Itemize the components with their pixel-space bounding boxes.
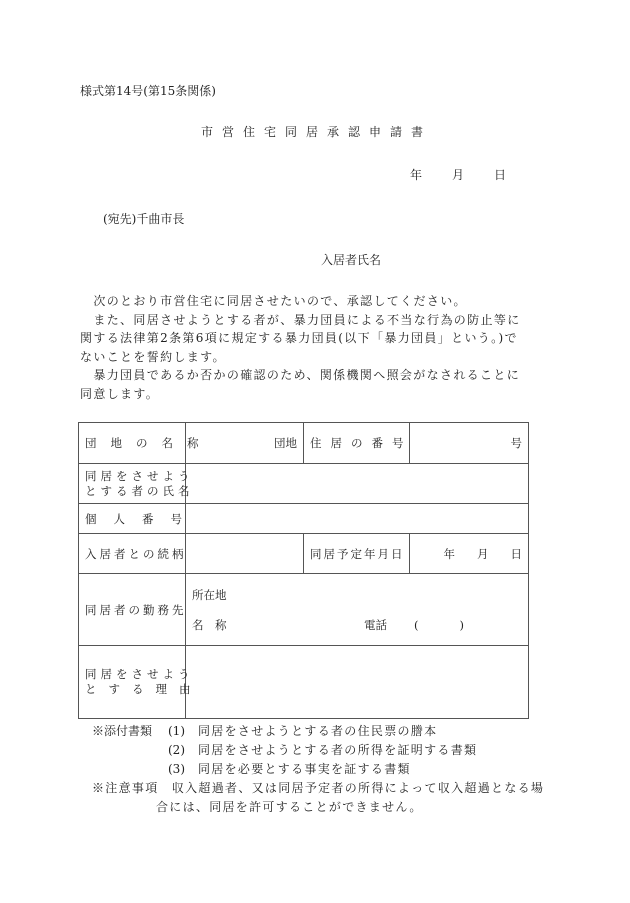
planned-date-field[interactable] — [410, 534, 529, 574]
planned-month: 月 — [477, 546, 489, 561]
estate-name-label: 団地の名称 — [79, 423, 186, 464]
estate-suffix: 団地 — [274, 436, 297, 450]
unit-suffix: 号 — [510, 436, 522, 450]
document-title: 市営住宅同居承認申請書 — [201, 125, 433, 139]
unit-number-field[interactable] — [410, 423, 529, 464]
workplace-address-label: 所在地 — [192, 587, 227, 602]
date-month: 月 — [452, 168, 465, 182]
row-personal-number — [79, 504, 529, 534]
workplace-phone-label: 電話 — [364, 617, 387, 632]
attachment-text: 同居をさせようとする者の住民票の謄本 — [198, 724, 438, 738]
row-reason — [79, 646, 529, 719]
caution-note — [92, 779, 544, 817]
attachment-number: (2) — [168, 743, 185, 757]
relationship-field[interactable] — [186, 534, 304, 574]
attachment-number: (1) — [168, 724, 185, 738]
planned-day: 日 — [510, 546, 522, 561]
row-relationship — [79, 534, 529, 574]
workplace-label: 同居者の勤務先 — [79, 574, 186, 646]
application-table — [78, 422, 529, 719]
planned-year: 年 — [443, 546, 455, 561]
workplace-phone-parens: ( ) — [414, 617, 470, 632]
row-estate — [79, 423, 529, 464]
cohabitant-name-label-line1: 同居をさせよう — [85, 468, 194, 483]
paragraph-oath: また、同居させようとする者が、暴力団員による不当な行為の防止等に関する法律第2条第6項に規定する暴力団員(以下「暴力団員」という。)でないことを誓約します。 — [80, 312, 521, 364]
row-cohabitant-name — [79, 464, 529, 504]
personal-number-field[interactable] — [186, 504, 529, 534]
workplace-field[interactable] — [186, 574, 529, 646]
paragraph-request: 次のとおり市営住宅に同居させたいので、承認してください。 — [80, 294, 467, 308]
cohabitant-name-field[interactable] — [186, 464, 529, 504]
workplace-name-line — [192, 610, 522, 640]
caution-line1 — [92, 779, 544, 798]
declaration-text — [80, 292, 530, 403]
workplace-name-label: 名 称 — [192, 617, 227, 632]
addressee: (宛先)千曲市長 — [103, 212, 185, 226]
reason-label-line1: 同居をさせよう — [85, 667, 194, 681]
date-line — [410, 166, 506, 183]
reason-label — [79, 646, 203, 719]
date-day: 日 — [494, 168, 507, 182]
cohabitant-name-label-line2: とする者の氏名 — [85, 483, 194, 498]
applicant-name-label: 入居者氏名 — [321, 253, 382, 267]
attachment-item — [92, 741, 477, 760]
attachments-label: ※添付書類 — [92, 724, 153, 738]
attachments — [92, 722, 477, 779]
reason-field[interactable] — [186, 646, 529, 719]
attachment-item — [92, 760, 477, 779]
paragraph-consent: 暴力団員であるか否かの確認のため、関係機関へ照会がなされることに同意します。 — [80, 368, 521, 401]
attachment-item — [92, 722, 477, 741]
form-number: 様式第14号(第15条関係) — [80, 84, 216, 98]
cohabitant-name-label — [79, 464, 194, 504]
attachment-number: (3) — [168, 762, 185, 776]
row-workplace — [79, 574, 529, 646]
reason-label-line2: とする理由 — [85, 682, 203, 696]
personal-number-label: 個人番号 — [79, 504, 186, 534]
unit-number-label: 住居の番号 — [304, 423, 410, 464]
relationship-label: 入居者との続柄 — [79, 534, 186, 574]
date-year: 年 — [410, 168, 423, 182]
caution-line2: 合には、同居を許可することができません。 — [156, 800, 423, 814]
attachment-text: 同居をさせようとする者の所得を証明する書類 — [198, 743, 478, 757]
caution-text-1: 収入超過者、又は同居予定者の所得によって収入超過となる場 — [171, 781, 545, 795]
caution-label: ※注意事項 — [92, 781, 159, 795]
attachment-text: 同居を必要とする事実を証する書類 — [198, 762, 411, 776]
planned-date-label: 同居予定年月日 — [304, 534, 410, 574]
